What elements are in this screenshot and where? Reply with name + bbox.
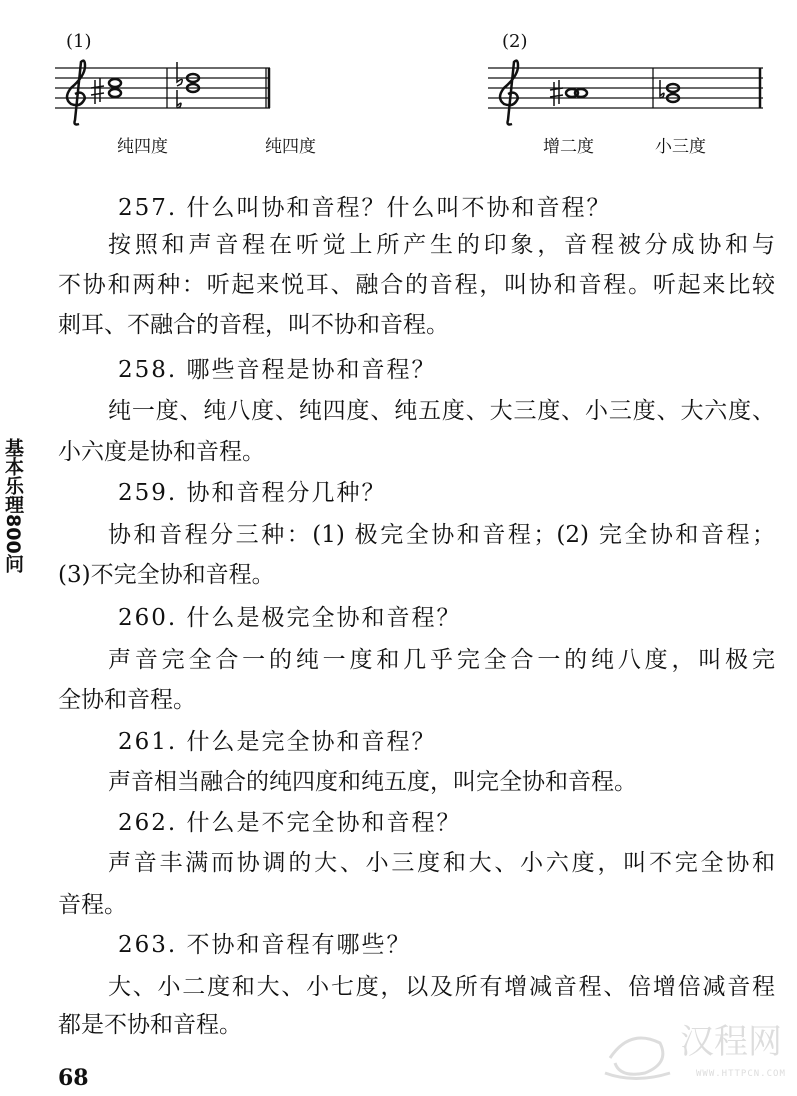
- watermark-url: WWW.HTTPCN.COM: [696, 1069, 786, 1079]
- question-heading: 263. 不协和音程有哪些？: [118, 932, 412, 958]
- treble-clef-icon: [500, 61, 518, 125]
- watermark-swirl-icon: [600, 1018, 680, 1084]
- question-heading: 262. 什么是不完全协和音程？: [118, 810, 462, 836]
- paragraph-line: 小六度是协和音程。: [58, 439, 265, 465]
- question-heading: 261. 什么是完全协和音程？: [118, 729, 437, 755]
- paragraph-line: 全协和音程。: [58, 687, 196, 713]
- interval-label: 纯四度: [117, 137, 168, 157]
- example-2-number: (2): [502, 31, 528, 52]
- interval-label: 增二度: [543, 137, 594, 157]
- paragraph-line: 刺耳、不融合的音程，叫不协和音程。: [58, 312, 449, 338]
- sharp-icon: [91, 78, 104, 104]
- paragraph-line: 不协和两种：听起来悦耳、融合的音程，叫协和音程。听起来比较: [58, 272, 775, 298]
- page-number: 68: [58, 1065, 89, 1091]
- interval-label: 小三度: [655, 137, 706, 157]
- paragraph-line: 大、小二度和大、小七度，以及所有增减音程、倍增倍减音程: [108, 974, 775, 1000]
- paragraph-line: 按照和声音程在听觉上所产生的印象，音程被分成协和与: [108, 232, 775, 258]
- paragraph-line: 纯一度、纯八度、纯四度、纯五度、大三度、小三度、大六度、: [108, 398, 775, 424]
- example-1-number: (1): [66, 31, 92, 52]
- interval-label: 纯四度: [265, 137, 316, 157]
- question-heading: 257. 什么叫协和音程？什么叫不协和音程？: [118, 195, 612, 221]
- question-heading: 258. 哪些音程是协和音程？: [118, 357, 437, 383]
- paragraph-line: 声音相当融合的纯四度和纯五度，叫完全协和音程。: [108, 769, 637, 795]
- paragraph-line: (3)不完全协和音程。: [58, 562, 275, 588]
- flat-icon: [177, 62, 182, 108]
- flat-icon: [660, 80, 664, 98]
- question-heading: 259. 协和音程分几种？: [118, 480, 387, 506]
- paragraph-line: 都是不协和音程。: [58, 1012, 242, 1038]
- paragraph-line: 声音丰满而协调的大、小三度和大、小六度，叫不完全协和: [108, 850, 775, 876]
- side-running-title: 基本乐理800问: [2, 438, 24, 573]
- paragraph-line: 音程。: [58, 892, 127, 918]
- music-staff-example-1: [55, 58, 275, 130]
- paragraph-line: 协和音程分三种：(1) 极完全协和音程；(2) 完全协和音程；: [108, 522, 775, 548]
- watermark-name: 汉程网: [680, 1022, 782, 1062]
- music-staff-example-2: [488, 58, 768, 130]
- question-heading: 260. 什么是极完全协和音程？: [118, 605, 462, 631]
- paragraph-line: 声音完全合一的纯一度和几乎完全合一的纯八度，叫极完: [108, 647, 775, 673]
- treble-clef-icon: [67, 61, 85, 125]
- sharp-icon: [550, 80, 563, 106]
- watermark-logo: [600, 1018, 790, 1088]
